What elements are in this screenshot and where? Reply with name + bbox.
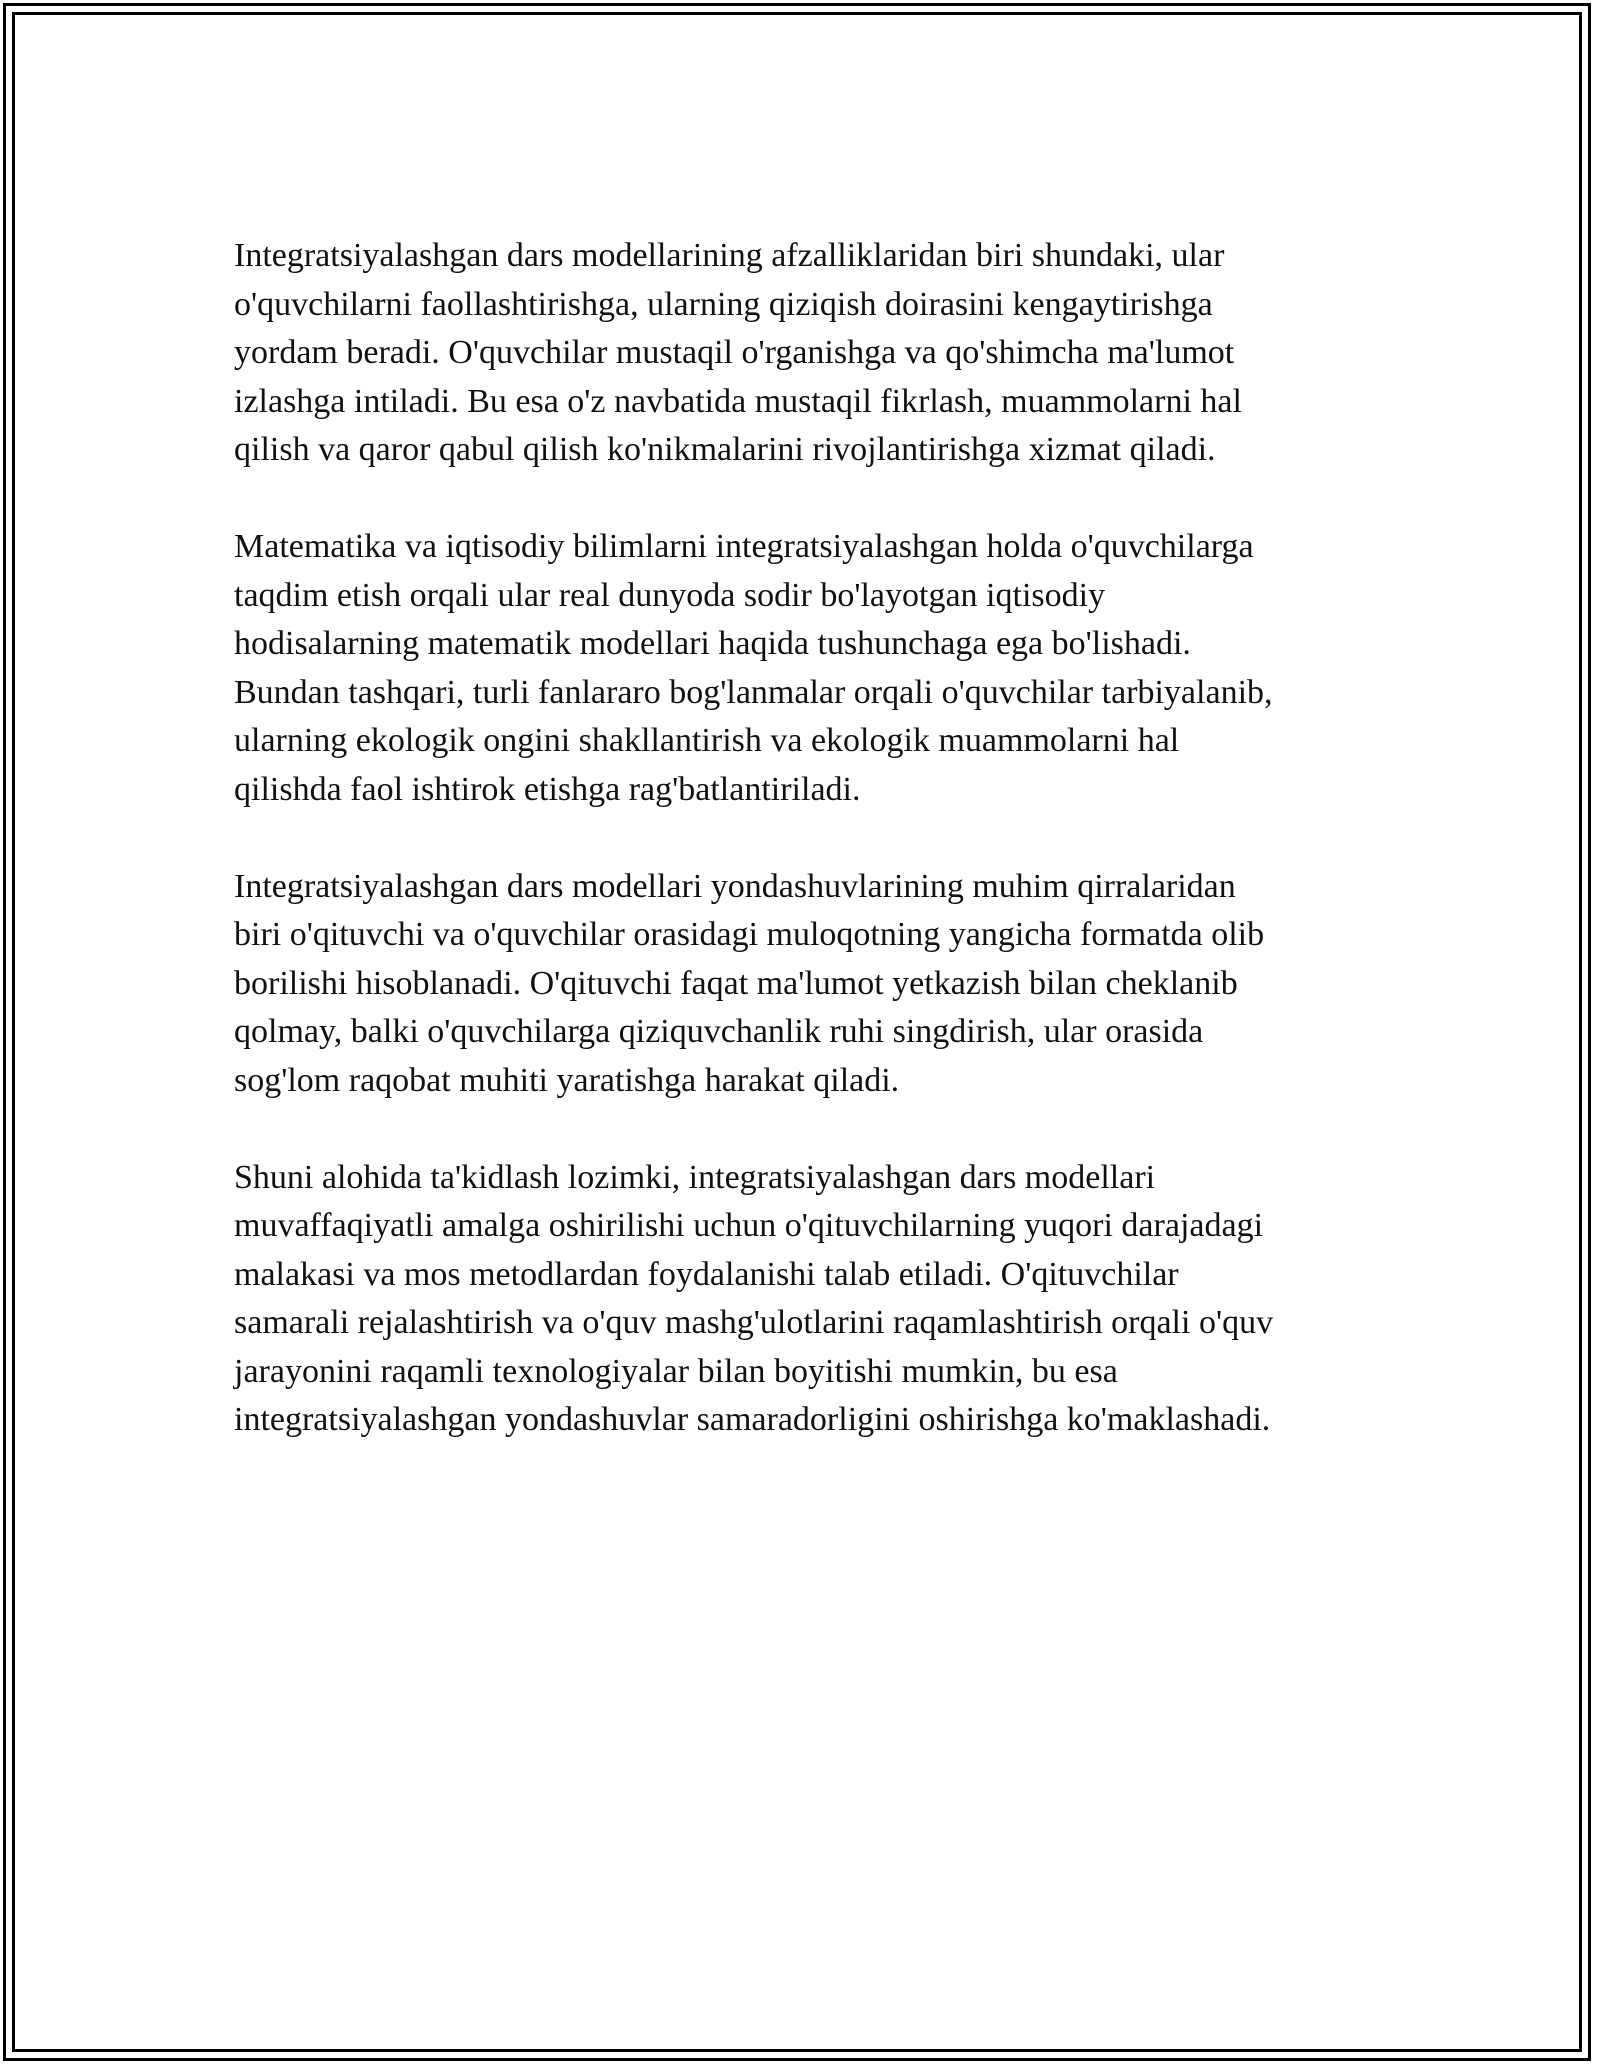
text-line: malakasi va mos metodlardan foydalanishi talab etiladi. O'qituvchilar	[234, 1255, 1179, 1293]
text-line: qilish va qaror qabul qilish ko'nikmalarini rivojlantirishga xizmat qiladi.	[234, 431, 1216, 468]
paragraph-4	[234, 1154, 1370, 1445]
paragraph-2	[234, 523, 1370, 814]
text-line: Bundan tashqari, turli fanlararo bog'lanmalar orqali o'quvchilar tarbiyalanib,	[234, 673, 1273, 711]
text-line: hodisalarning matematik modellari haqida tushunchaga ega bo'lishadi.	[234, 625, 1191, 662]
text-line: izlashga intiladi. Bu esa o'z navbatida mustaqil fikrlash, muammolarni hal	[234, 382, 1242, 420]
paragraph-3	[234, 863, 1370, 1106]
text-line: sog'lom raqobat muhiti yaratishga harakat qiladi.	[234, 1061, 900, 1099]
text-line: Integratsiyalashgan dars modellarining afzalliklaridan biri shundaki, ular	[234, 237, 1225, 274]
text-line: borilishi hisoblanadi. O'qituvchi faqat ma'lumot yetkazish bilan cheklanib	[234, 964, 1238, 1002]
text-line: qilishda faol ishtirok etishga rag'batlantiriladi.	[234, 770, 861, 808]
text-line: samarali rejalashtirish va o'quv mashg'ulotlarini raqamlashtirish orqali o'quv	[234, 1304, 1274, 1341]
text-line: taqdim etish orqali ular real dunyoda sodir bo'layotgan iqtisodiy	[234, 576, 1106, 614]
text-line: Integratsiyalashgan dars modellari yondashuvlarining muhim qirralaridan	[234, 867, 1236, 905]
text-line: ularning ekologik ongini shakllantirish va ekologik muammolarni hal	[234, 722, 1180, 759]
text-line: muvaffaqiyatli amalga oshirilishi uchun o'qituvchilarning yuqori darajadagi	[234, 1207, 1264, 1244]
text-line: biri o'qituvchi va o'quvchilar orasidagi muloqotning yangicha formatda olib	[234, 916, 1265, 953]
text-line: yordam beradi. O'quvchilar mustaqil o'rganishga va qo'shimcha ma'lumot	[234, 334, 1235, 371]
document-body	[234, 232, 1370, 1493]
text-line: jarayonini raqamli texnologiyalar bilan boyitishi mumkin, bu esa	[234, 1352, 1118, 1390]
text-line: Matematika va iqtisodiy bilimlarni integratsiyalashgan holda o'quvchilarga	[234, 528, 1254, 565]
paragraph-1	[234, 232, 1370, 475]
text-line: qolmay, balki o'quvchilarga qiziquvchanlik ruhi singdirish, ular orasida	[234, 1013, 1204, 1050]
text-line: Shuni alohida ta'kidlash lozimki, integratsiyalashgan dars modellari	[234, 1158, 1156, 1196]
text-line: integratsiyalashgan yondashuvlar samaradorligini oshirishga ko'maklashadi.	[234, 1401, 1271, 1438]
text-line: o'quvchilarni faollashtirishga, ularning qiziqish doirasini kengaytirishga	[234, 285, 1213, 323]
